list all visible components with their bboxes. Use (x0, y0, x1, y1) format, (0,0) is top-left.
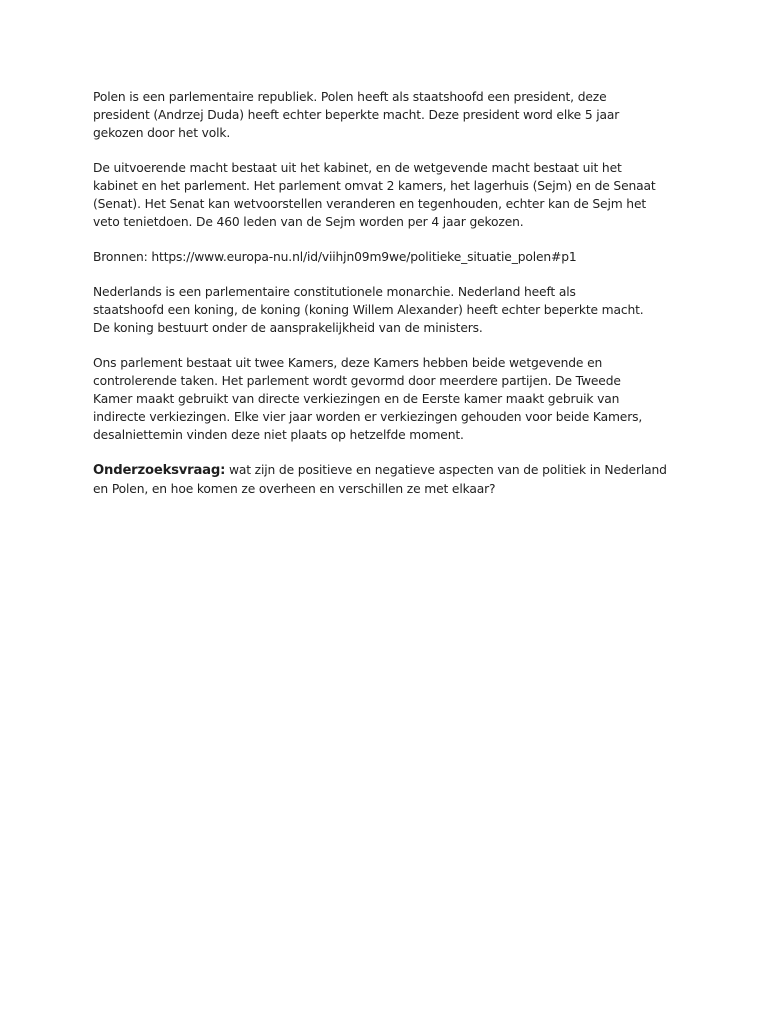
text-line: kabinet en het parlement. Het parlement omvat 2 kamers, het lagerhuis (Sejm) en de Senaat (93, 179, 656, 193)
paragraph-onderzoeksvraag (93, 461, 678, 498)
paragraph-bronnen (93, 248, 678, 266)
text-line: (Senat). Het Senat kan wetvoorstellen veranderen en tegenhouden, echter kan de Sejm het (93, 197, 647, 211)
research-question-line (93, 461, 678, 480)
text-line: staatshoofd een koning, de koning (koning Willem Alexander) heeft echter beperkte macht. (93, 303, 644, 317)
text-line: Nederlands is een parlementaire constitutionele monarchie. Nederland heeft als (93, 285, 576, 299)
research-question-line: en Polen, en hoe komen ze overheen en verschillen ze met elkaar? (93, 482, 496, 496)
paragraph-polen-republiek (93, 88, 678, 142)
text-line: De uitvoerende macht bestaat uit het kabinet, en de wetgevende macht bestaat uit het (93, 161, 622, 175)
paragraph-polen-machten (93, 159, 678, 231)
text-line: president (Andrzej Duda) heeft echter beperkte macht. Deze president word elke 5 jaar (93, 108, 620, 122)
sources-line: Bronnen: https://www.europa-nu.nl/id/viihjn09m9we/politieke_situatie_polen#p1 (93, 250, 577, 264)
research-question-label: Onderzoeksvraag: (93, 463, 226, 478)
text-line: gekozen door het volk. (93, 126, 231, 140)
text-line: Ons parlement bestaat uit twee Kamers, deze Kamers hebben beide wetgevende en (93, 356, 603, 370)
text-line: indirecte verkiezingen. Elke vier jaar worden er verkiezingen gehouden voor beide Kamers, (93, 410, 643, 424)
text-line: controlerende taken. Het parlement wordt gevormd door meerdere partijen. De Tweede (93, 374, 621, 388)
text-line: Kamer maakt gebruikt van directe verkiezingen en de Eerste kamer maakt gebruik van (93, 392, 620, 406)
paragraph-nederland-monarchie (93, 283, 678, 337)
text-line: Polen is een parlementaire republiek. Polen heeft als staatshoofd een president, deze (93, 90, 607, 104)
paragraph-nederland-parlement (93, 354, 678, 444)
text-line: desalniettemin vinden deze niet plaats op hetzelfde moment. (93, 428, 464, 442)
text-line: De koning bestuurt onder de aansprakelijkheid van de ministers. (93, 321, 483, 335)
document-body (93, 88, 678, 515)
text-line: veto tenietdoen. De 460 leden van de Sejm worden per 4 jaar gekozen. (93, 215, 524, 229)
research-question-text: wat zijn de positieve en negatieve aspecten van de politiek in Nederland (225, 463, 667, 477)
